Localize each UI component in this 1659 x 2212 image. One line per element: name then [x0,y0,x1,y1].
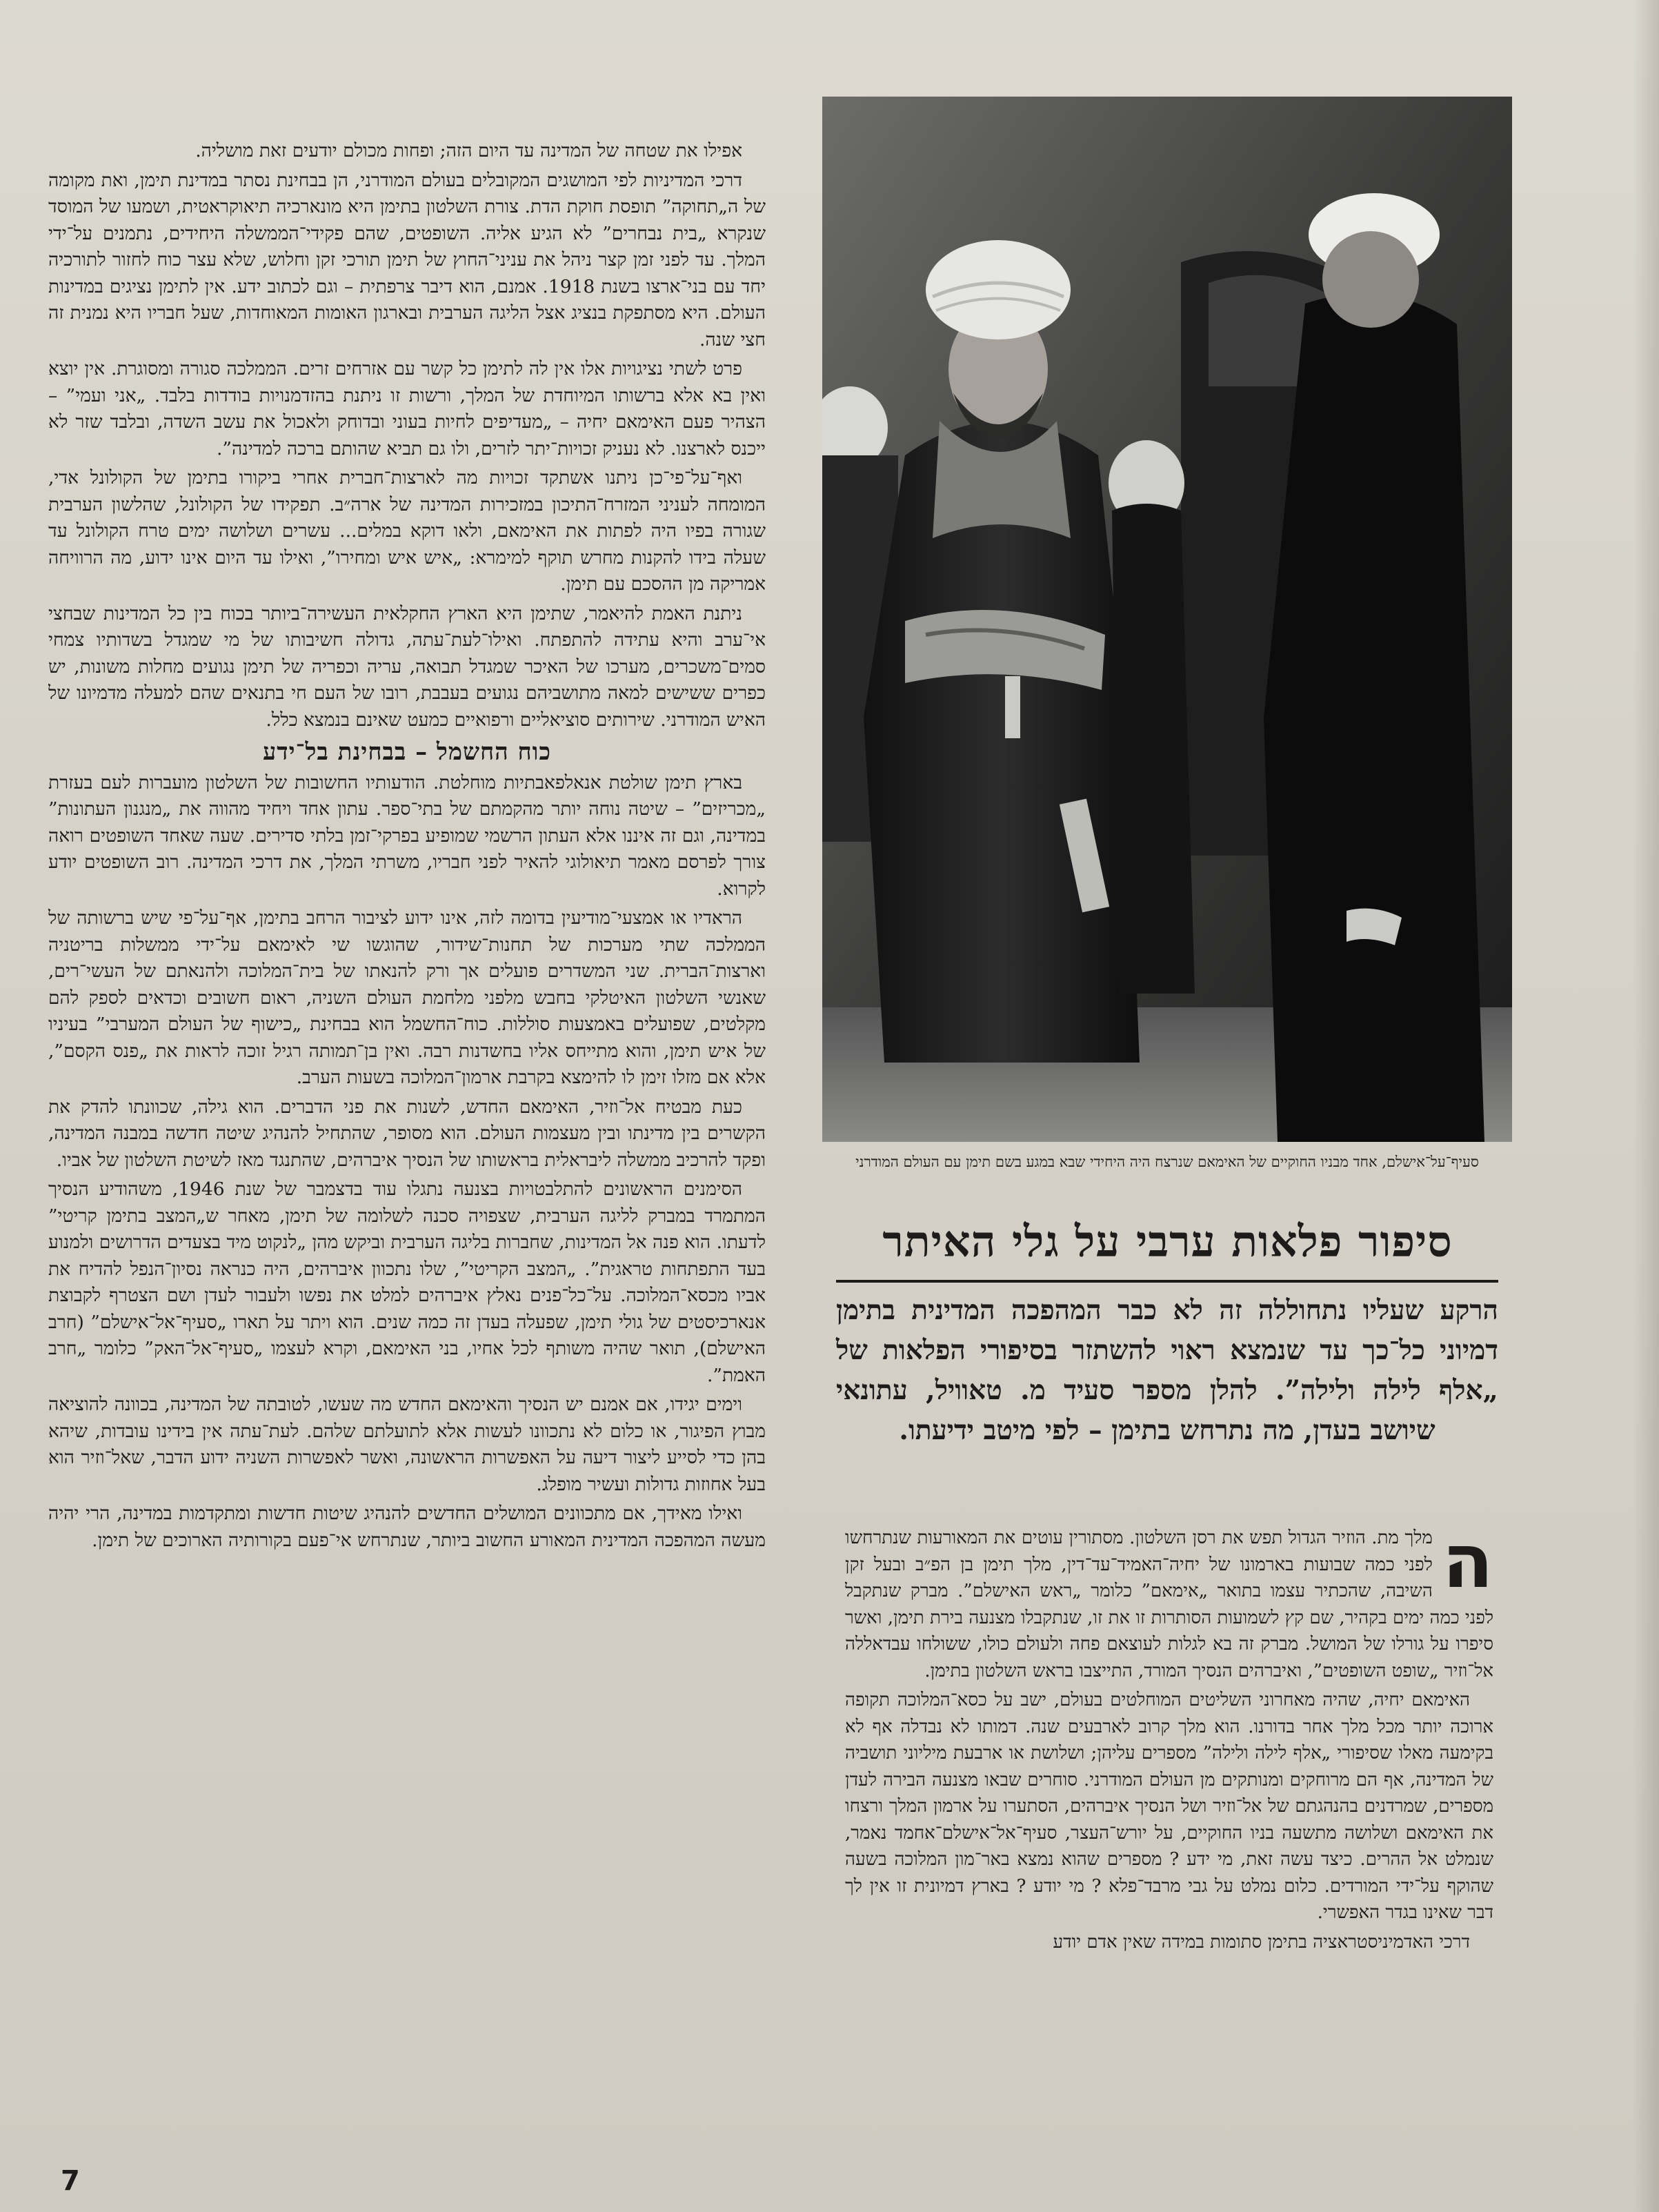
paragraph: הסימנים הראשונים להתלבטויות בצנעה נתגלו עוד בדצמבר של שנת 1946, משהודיע הנסיך המתמרד במברק לליגה הערבית, שצפויה סכנה לשלומה של תימן, מאחר ש„המצב בתימן קריטי” לדעתו. הוא פנה אל המדינות, שחברות בליגה הערבית וביקש מהן „לנקוט מיד בצעדים הדרושים ולמנוע בעד התפתחות טראגית”. „המצב הקריטי”, שלו נתכוון איברהים, היה כנראה נסיון־הנפל להדיח את אביו מכסא־המלוכה. על־כל־פנים נאלץ איברהים למלט את נפשו ולעבור לעדן ושם הצטרף לקבוצת אנארכיסטים של גולי תימן, שפעלה בעדן זה כמה שנים. הוא ויתר על תארו „סעיף־אל־אישלם” (חרב האישלם), תואר שהיה משותף לכל אחיו, בני האימאם, וקרא לעצמו „סעיף־אל־האק” כלומר „חרב האמת”. [48,1178,766,1386]
right-text-column [845,1525,1493,2180]
paragraph: ואילו מאידך, אם מתכוונים המושלים החדשים להנהיג שיטות חדשות ומתקדמות במדינה, הרי יהיה מעשה המהפכה המדינית המאורע החשוב ביותר, שנתרחש אי־פעם בקורותיה הארוכים של תימן. [48,1503,766,1551]
page-number: 7 [61,2165,80,2197]
paragraph: מלך מת. הוזיר הגדול תפש את רסן השלטון. מסתורין עוטים את המאורעות שנתרחשו לפני כמה שבועות בארמונו של יחיה־האמיד־עד־דין, מלך תימן בן הפ״ב ובעל זקן השיבה, שהכתיר עצמו בתואר „אימאם” כלומר „ראש האישלם”. מברק שנתקבל לפני כמה ימים בקהיר, שם קץ לשמועות הסותרות זו את זו, שנתקבלו מצנעה בירת תימן, ואשר סיפרו על גורלו של המושל. מברק זה בא לגלות לעוצאם פחה ולעולם כולו, ששולחו עבדאללה אל־וזיר „שופט השופטים”, ואיברהים הנסיך המורד, התייצבו בראש השלטון בתימן. [845,1528,1493,1681]
drop-cap: ה [1442,1525,1493,1605]
photo-illustration [822,97,1512,1142]
section-subheading: כוח החשמל – בבחינת בל־ידע [262,738,551,766]
paragraph: כעת מבטיח אל־וזיר, האימאם החדש, לשנות את פני הדברים. הוא גילה, שכוונתו להדק את הקשרים בין מדינתו ובין מעצמות העולם. הוא מסופר, שהתחיל להנהיג שיטה חדשה במבנה המדינה, ופקד להרכיב ממשלה ליבראלית בראשותו של הנסיך איברהים, שהתנגד מאז לשיטת השלטון של אביו. [48,1096,766,1171]
article-headline: סיפור פלאות ערבי על גלי האיתר [882,1216,1453,1267]
paragraph: פרט לשתי נציגויות אלו אין לה לתימן כל קשר עם אזרחים זרים. הממלכה סגורה ומסוגרת. אין יוצא ואין בא אלא ברשותו המיוחדת של המלך, ורשות זו ניתנת בהזדמנויות בודדות בלבד. „אני ועמי” – הצהיר פעם האימאם יחיה – „מעדיפים לחיות בעוני ובדוחק ולאכול את עשב השדה, ובלבד שזר לא ייכנס לארצנו. לא נעניק זכויות־יתר לזרים, ולו גם תביא שהותם ברכה למדינה”. [48,358,766,460]
news-photo [822,97,1512,1142]
left-text-column [48,138,766,2104]
paragraph: דרכי המדיניות לפי המושגים המקובלים בעולם המודרני, הן בבחינת נסתר במדינת תימן, ואת מקומה של ה„תחוקה” תופסת חוקת הדת. צורת השלטון בתימן היא מונארכיה תיאוקראטית, ושמעו של המוסד שנקרא „בית נבחרים” לא הגיע אליה. השופטים, שהם פקידי־הממשלה היחידים, נתמנים על־ידי המלך. עד לפני זמן קצר ניהל את עניני־החוץ של תימן תורכי זקן וחלוש, שלא עצר כוח לחזור לתורכיה יחד עם בני־ארצו בשנת 1918. אמנם, הוא דיבר צרפתית – וגם לכתוב ידע. אין לתימן נציגים במדינות העולם. היא מסתפקת בנציג אצל הליגה הערבית ובארגון האומות המאוחדות, שעל חבריו היא נמנית זה חצי שנה. [48,169,766,350]
photo-caption: סעיף־על־אישלם, אחד מבניו החוקיים של האימאם שנרצח היה היחידי שבא במגע בשם תימן עם העולם המודרני [855,1154,1479,1170]
headline-divider [836,1280,1498,1283]
paragraph: וימים יגידו, אם אמנם יש הנסיך והאימאם החדש מה שעשו, לטובתה של המדינה, בכוונה להוציאה מבוץ הפיגור, או כלום לא נתכוונו לעשות אלא לתועלתם שלהם. לעת־עתה אין בידינו עובדות, שיהא בהן כדי לסייע ליצור דיעה על האפשרות הראשונה, ואשר לאפשרות השניה ידוע הדבר, שאל־וזיר הוא בעל אחוזות גדולות ועשיר מופלג. [48,1394,766,1495]
article-intro: הרקע שעליו נתחוללה זה לא כבר המהפכה המדינית בתימן דמיוני כל־כך עד שנמצא ראוי להשתזר בסיפורי הפלאות של „אלף לילה ולילה”. להלן מספר סעיד מ. טאוויל, עתונאי שיושב בעדן, מה נתרחש בתימן – לפי מיטב ידיעתו. [836,1294,1498,1446]
paragraph: אפילו את שטחה של המדינה עד היום הזה; ופחות מכולם יודעים זאת מושליה. [195,140,742,161]
paragraph: ניתנת האמת להיאמר, שתימן היא הארץ החקלאית העשירה־ביותר בכוח בין כל המדינות שבחצי אי־ערב והיא עתידה להתפתח. ואילו־לעת־עתה, גדולה חשיבותו של מי שמגדל בשדותיו צמחי סמים־משכרים, מערכו של האיכר שמגדל תבואה, עריה וכפריה של תימן נגועים מחלות משונות, יש כפרים ששישים למאה מתושביהם נגועים בעבבת, רובו של העם חי בתנאים שהם למעלה מדמיונו של האיש המודרני. שירותים סוציאליים ורפואיים כמעט שאינם בנמצא כלל. [48,602,766,731]
paragraph: דרכי האדמיניסטראציה בתימן סתומות במידה שאין אדם יודע [1053,1931,1470,1953]
page-fold-shadow [1633,0,1659,2212]
paragraph: הראדיו או אמצעי־מודיעין בדומה לזה, אינו ידוע לציבור הרחב בתימן, אף־על־פי שיש ברשותה של הממלכה שתי מערכות של תחנות־שידור, שהוגשו שי לאימאם על־ידי ממשלות בריטניה וארצות־הברית. שני המשדרים פועלים אך ורק להנאתו של בית־המלוכה ולהנאתם של העשי־רים, שאנשי השלטון האיטלקי בחבש מלפני מלחמת העולם השניה, ראום חשובים וכדאים לספק להם מקלטים, שפועלים באמצעות סוללות. כוח־החשמל הוא בבחינת „כישוף של העולם המערבי” בעיניו של איש תימן, והוא מתייחס אליו בחשדנות רבה. ואין בן־תמותה רגיל זוכה לראות את „פנס הקסם”, אלא אם מזלו זימן לו להימצא בקרבת ארמון־המלוכה בשעות הערב. [48,907,766,1088]
paragraph: האימאם יחיה, שהיה מאחרוני השליטים המוחלטים בעולם, ישב על כסא־המלוכה תקופה ארוכה יותר מכל מלך אחר בדורנו. הוא מלך קרוב לארבעים שנה. דמותו לא נבדלה אף לא בקימעה מאלו שסיפורי „אלף לילה ולילה” מספרים עליהן; ושלושת או ארבעת מיליוני תושביה של המדינה, אף הם מרוחקים ומנותקים מן העולם המודרני. סוחרים שבאו מצנעה הבירה לעדן מספרים, שמרדנים בהנהגתם של אל־וזיר ושל הנסיך איברהים, הסתערו על ארמון המלך ורצחו את האימאם ושלושה מתשעה בניו החוקיים, על יורש־העצר, סעיף־אל־אישלם־אחמד נאמר, שנמלט אל ההרים. כיצד עשה זאת, מי ידע ? מספרים שהוא נמצא באר־מון המלוכה בשעה שהוקף על־ידי המורדים. כלום נמלט על גבי מרבד־פלא ? מי יודע ? בארץ דמיונית זו אין לך דבר שאינו בגדר האפשרי. [845,1690,1493,1923]
paragraph: בארץ תימן שולטת אנאלפאבתיות מוחלטת. הודעותיו החשובות של השלטון מועברות לעם בעזרת „מכריזים” – שיטה נוחה יותר מהקמתם של בתי־ספר. עתון אחד ויחיד מהווה את „מנגנון העתונות” במדינה, וגם זה איננו אלא העתון הרשמי שמופיע בפרקי־זמן בלתי סדירים. שעה שאחד השופטים רואה צורך לפרסם מאמר תיאולוגי להאיר לפני חבריו, משרתי המלך, את דרכי המדינה. רוב השופטים יודע לקרוא. [48,771,766,900]
paragraph: ואף־על־פי־כן ניתנו אשתקד זכויות מה לארצות־חברית אחרי ביקורו בתימן של הקולונל אדי, המומחה לעניני המזרח־התיכון במזכירות המדינה של ארה״ב. תפקידו של הקולונל, שהלשון הערבית שגורה בפיו היה לפתות את האימאם, ולאו דוקא במלים... עשרים ושלושה ימים טרח הקולונל עד שעלה בידו להקנות מחרש תוקף למימרא: „איש איש ומחירו”, ואילו עד היום אינו ידוע, מה הרוויחה אמריקה מן ההסכם עם תימן. [48,467,766,595]
